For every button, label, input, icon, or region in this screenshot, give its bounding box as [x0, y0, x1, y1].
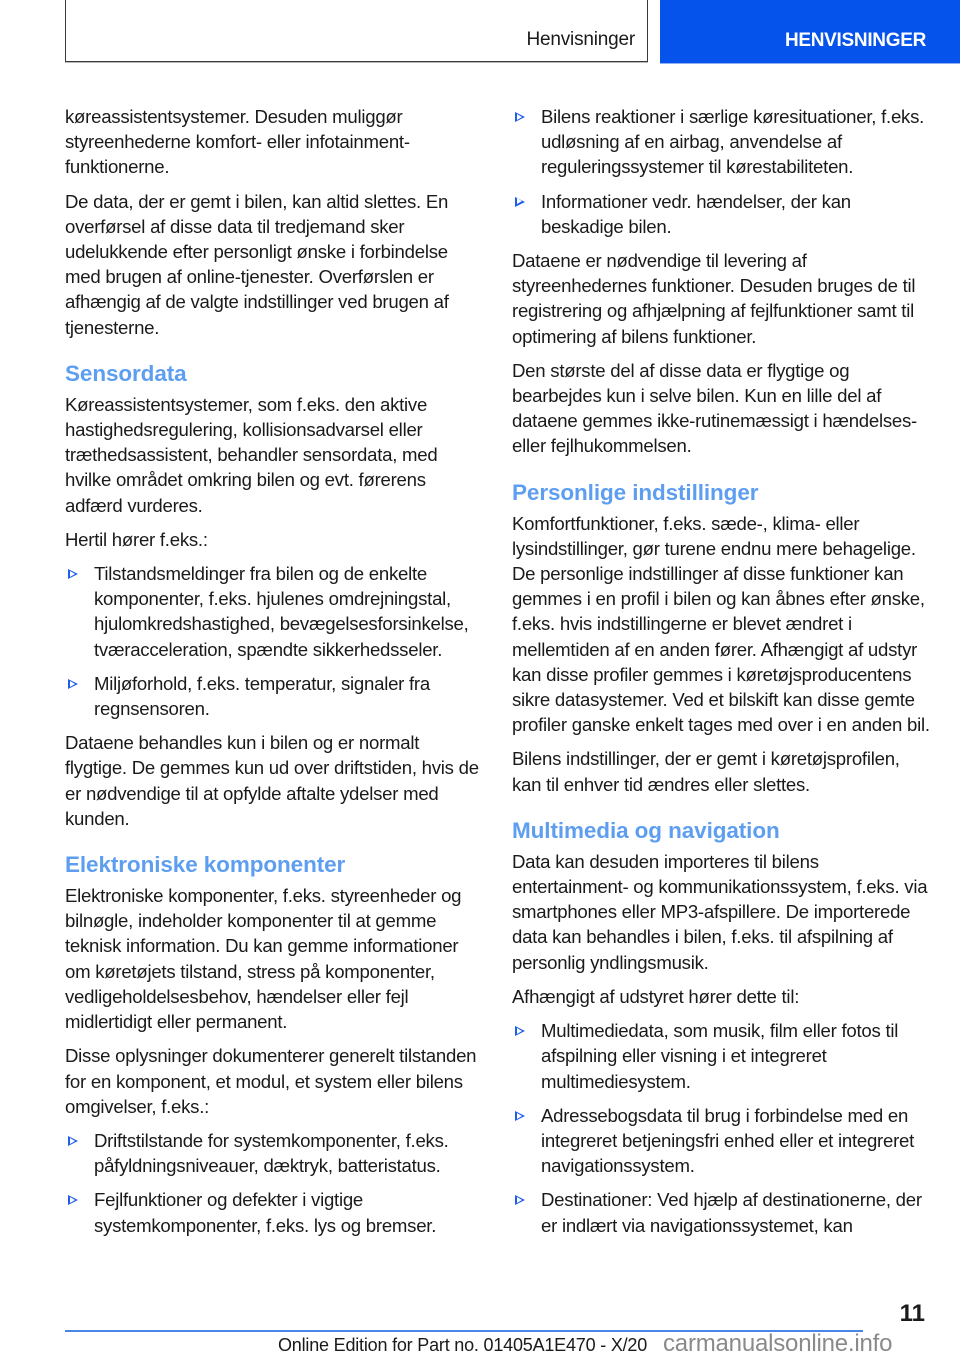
running-header-box: [65, 0, 648, 62]
list-item: [65, 561, 483, 662]
triangle-bullet-icon: [68, 1195, 78, 1205]
elektronik-paragraph-2: Disse oplysninger dokumenterer generelt tilstanden for en komponent, et modul, et system eller bilens omgivelser, f.eks.:: [65, 1045, 477, 1117]
list-item-text: Informationer vedr. hændelser, der kan beskadige bilen.: [541, 190, 851, 237]
multimedia-paragraph-2: Afhængigt af udstyret hører dette til:: [512, 985, 800, 1007]
triangle-bullet-icon: [515, 1026, 525, 1036]
list-item-text: Adressebogsdata til brug i forbindelse med en integreret betjeningsfri enhed eller et integreret navigationssystem.: [541, 1104, 915, 1177]
sensordata-paragraph-1: Køreassistentsystemer, som f.eks. den aktive hastighedsregulering, kollisionsadvarsel eller træthedsassistent, behandler sensordata, med hvilke området omkring bilen og evt. førerens adfærd vurderes.: [65, 393, 438, 516]
triangle-bullet-icon: [515, 197, 525, 207]
page-number: 11: [899, 1300, 925, 1327]
elektronik-bullet-list: [65, 1128, 483, 1238]
multimedia-bullet-list: [512, 1018, 932, 1238]
intro-paragraph-2: De data, der er gemt i bilen, kan altid slettes. En overførsel af disse data til tredjemand sker udelukkende efter personligt ønske i forbindelse med brugen af online-tjenester. Overførslen er afhængig af de valgte indstillinger ved brugen af tjenesterne.: [65, 190, 449, 338]
list-item: [65, 1128, 483, 1178]
chapter-tab-label: HENVISNINGER: [784, 30, 926, 51]
left-column: [65, 104, 483, 1247]
running-header-label: Henvisninger: [526, 29, 635, 50]
list-item: [512, 189, 932, 239]
chapter-tab: [660, 0, 960, 64]
personlige-paragraph-1: Komfortfunktioner, f.eks. sæde-, klima- eller lysindstillinger, gør turene endnu mere behagelige. De personlige indstillinger af disse funktioner kan gemmes i en profil i bilen og kan åbnes efter ønske, f.eks. hvis indstillingerne er blevet ændret i mellemtiden af en anden fører. Afhængigt af udstyr kan disse profiler gemmes i køretøjsproducentens sikre datasystemer. Ved et bilskift kan disse gemte profiler ganske enkelt tages med over i en anden bil.: [512, 512, 930, 736]
triangle-bullet-icon: [515, 1195, 525, 1205]
list-item-text: Tilstandsmeldinger fra bilen og de enkelte komponenter, f.eks. hjulenes omdrejningstal, hjulomkredshastighed, bevægelsesforsinkelse, tværacceleration, spændte sikkerhedsseler.: [94, 563, 469, 660]
heading-personlige-indstillinger: Personlige indstillinger: [512, 479, 759, 505]
sensordata-paragraph-3: Dataene behandles kun i bilen og er normalt flygtige. De gemmes kun ud over driftstiden, hvis de er nødvendige til at opfylde aftalte ydelser med kunden.: [65, 732, 479, 829]
heading-sensordata: Sensordata: [65, 360, 187, 386]
heading-multimedia-og-navigation: Multimedia og navigation: [512, 817, 780, 843]
list-item: [512, 1187, 932, 1237]
elektronik-paragraph-1: Elektroniske komponenter, f.eks. styreenheder og bilnøgle, indeholder komponenter til at gemme teknisk information. Du kan gemme informationer om køretøjets tilstand, stress på komponenter, vedligeholdelsesbehov, hændelser eller fejl midlertidigt eller permanent.: [65, 885, 462, 1033]
triangle-bullet-icon: [68, 569, 78, 579]
list-item: [65, 671, 483, 721]
triangle-bullet-icon: [515, 1111, 525, 1121]
list-item: [512, 1018, 932, 1094]
heading-elektroniske-komponenter: Elektroniske komponenter: [65, 852, 346, 878]
list-item-text: Miljøforhold, f.eks. temperatur, signaler fra regnsensoren.: [94, 672, 430, 720]
right-paragraph-2: Den største del af disse data er flygtige og bearbejdes kun i selve bilen. Kun en lille del af dataene gemmes ikke-rutinemæssigt i hændelses- eller fejlhukommelsen.: [512, 359, 917, 457]
list-item-text: Bilens reaktioner i særlige køresituationer, f.eks. udløsning af en airbag, anvendelse af reguleringssystemer til kørestabiliteten.: [541, 106, 925, 178]
list-item-text: Multimediedata, som musik, film eller fotos til afspilning eller visning i et integreret multimediesystem.: [541, 1020, 899, 1092]
sensordata-paragraph-2: Hertil hører f.eks.:: [65, 528, 208, 550]
right-paragraph-1: Dataene er nødvendige til levering af styreenhedernes funktioner. Desuden bruges de til registrering og afhjælpning af fejlfunktioner samt til optimering af bilens funktioner.: [512, 250, 916, 347]
list-item: [512, 1103, 932, 1179]
triangle-bullet-icon: [68, 1136, 78, 1146]
personlige-paragraph-2: Bilens indstillinger, der er gemt i køretøjsprofilen, kan til enhver tid ændres eller slettes.: [512, 748, 900, 795]
list-item-text: Destinationer: Ved hjælp af destinationerne, der er indlært via navigationssystemet, kan: [541, 1189, 922, 1236]
triangle-bullet-icon: [515, 112, 525, 122]
sensordata-bullet-list: [65, 561, 483, 721]
right-column: [512, 104, 932, 1247]
intro-paragraph-1: køreassistentsystemer. Desuden muliggør styreenhederne komfort- eller infotainment-funktionerne.: [65, 106, 410, 178]
list-item-text: Fejlfunktioner og defekter i vigtige systemkomponenter, f.eks. lys og bremser.: [94, 1189, 437, 1236]
list-item: [65, 1187, 483, 1237]
list-item: [512, 104, 932, 180]
continued-bullet-list: [512, 104, 932, 239]
list-item-text: Driftstilstande for systemkomponenter, f.eks. påfyldningsniveauer, dæktryk, batteristatus.: [94, 1129, 449, 1177]
multimedia-paragraph-1: Data kan desuden importeres til bilens entertainment- og kommunikationssystem, f.eks. via smartphones eller MP3-afspillere. De importerede data kan behandles i bilen, f.eks. til afspilning af personlig yndlingsmusik.: [512, 850, 928, 973]
edition-text: Online Edition for Part no. 01405A1E470 - X/20: [278, 1335, 648, 1355]
triangle-bullet-icon: [68, 679, 78, 689]
watermark: carmanualsonline.info: [663, 1330, 893, 1357]
